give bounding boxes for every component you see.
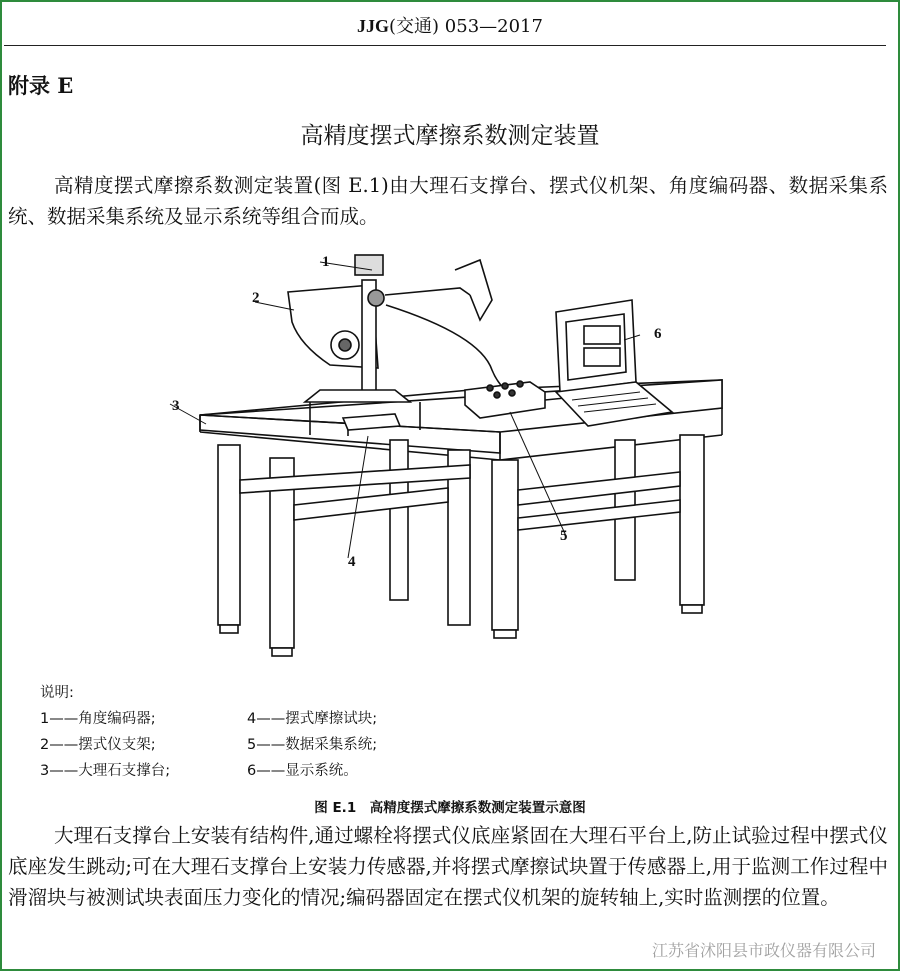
callout-5: 5 [560, 528, 568, 544]
page-header [0, 12, 900, 38]
callout-3: 3 [172, 398, 180, 414]
header-rule [4, 45, 886, 46]
appendix-title: 高精度摆式摩擦系数测定装置 [300, 123, 600, 149]
legend-column-right [247, 706, 377, 784]
appendix-label: 附录 E [8, 73, 74, 98]
legend-item-6: 6——显示系统。 [247, 763, 358, 779]
apparatus-figure [0, 240, 900, 680]
marble-support-table [200, 380, 722, 656]
legend-item-4: 4——摆式摩擦试块; [247, 711, 378, 727]
callout-2: 2 [252, 290, 260, 306]
intro-paragraph: 高精度摆式摩擦系数测定装置(图 E.1)由大理石支撑台、摆式仪机架、角度编码器、数据采集系统、数据采集系统及显示系统等组合而成。 [8, 174, 888, 228]
body-paragraph: 大理石支撑台上安装有结构件,通过螺栓将摆式仪底座紧固在大理石平台上,防止试验过程中摆式仪底座发生跳动;可在大理石支撑台上安装力传感器,并将摆式摩擦试块置于传感器上,用于监测工作过程中滑溜块与被测试块表面压力变化的情况;编码器固定在摆式仪机架的旋转轴上,实时监测摆的位置。 [8, 824, 888, 909]
figure-caption: 图 E.1 高精度摆式摩擦系数测定装置示意图 [314, 800, 586, 816]
legend-column-left [40, 706, 170, 784]
standard-code-number: (交通) 053—2017 [389, 16, 543, 37]
callout-1: 1 [322, 254, 330, 270]
callout-6: 6 [654, 326, 662, 342]
legend-item-5: 5——数据采集系统; [247, 737, 378, 753]
display-laptop [556, 300, 672, 426]
angle-encoder [385, 260, 520, 400]
company-watermark: 江苏省沭阳县市政仪器有限公司 [651, 941, 876, 960]
standard-code-prefix: JJG [357, 16, 390, 36]
callout-4: 4 [348, 554, 356, 570]
legend-item-1: 1——角度编码器; [40, 711, 156, 727]
legend-heading: 说明: [40, 685, 74, 701]
legend-item-2: 2——摆式仪支架; [40, 737, 156, 753]
legend-item-3: 3——大理石支撑台; [40, 763, 171, 779]
